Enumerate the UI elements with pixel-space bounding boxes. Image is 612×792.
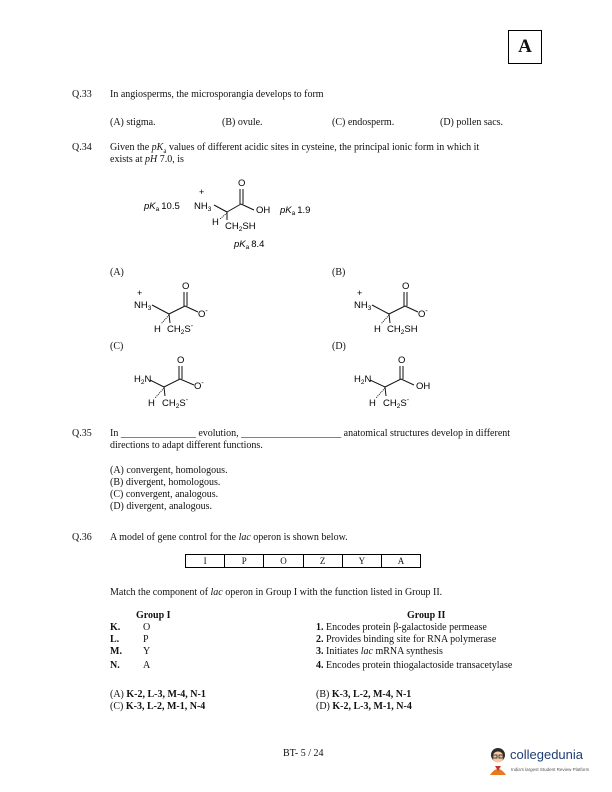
match-instruction: Match the component of lac operon in Group I with the function listed in Group II. bbox=[110, 587, 443, 598]
question-text: In angiosperms, the microsporangia develops to form bbox=[110, 89, 324, 100]
svg-text:CH2SH: $CH_2SH$ bbox=[225, 221, 256, 233]
structure-option-c bbox=[132, 346, 242, 408]
collegedunia-logo bbox=[486, 745, 604, 785]
question-number: Q.35 bbox=[72, 428, 92, 439]
svg-text:+: + bbox=[357, 288, 363, 298]
operon-gene-a: A bbox=[397, 556, 405, 566]
structure-option-d bbox=[352, 346, 462, 408]
svg-text:O-: O- bbox=[418, 308, 428, 320]
student-mascot-icon bbox=[486, 745, 510, 777]
logo-tagline: India's largest Student Review Platform bbox=[511, 767, 590, 772]
operon-gene-z: Z bbox=[304, 555, 343, 567]
question-text-line2: exists at pH 7.0, is bbox=[110, 154, 184, 165]
svg-text:+: + bbox=[137, 288, 143, 298]
svg-text:CH2S-: $CH_2S^-$ bbox=[162, 397, 189, 408]
svg-text:OH: OH bbox=[416, 381, 431, 392]
svg-text:CH2SH: $CH_2SH$ bbox=[387, 324, 418, 334]
svg-text:H2N: $H_2N$ bbox=[354, 374, 372, 386]
svg-text:OH: OH bbox=[256, 205, 271, 216]
group1-key: K. bbox=[110, 622, 121, 633]
svg-text:O: O bbox=[402, 281, 410, 292]
group1-key: N. bbox=[110, 660, 120, 671]
svg-text:H2N: $H_2N$ bbox=[134, 374, 152, 386]
option-label-a: (A) bbox=[110, 267, 124, 278]
lac-operon-diagram bbox=[185, 554, 421, 568]
group1-value: A bbox=[143, 660, 151, 671]
option-c: (C) endosperm. bbox=[332, 117, 395, 128]
svg-text:+: + bbox=[199, 187, 205, 197]
question-text-line1: Given the $pK_a$ values of different acidic sites in cysteine, the principal ionic form in which it bbox=[110, 142, 480, 155]
option-label-b: (B) bbox=[332, 267, 346, 278]
operon-gene-y: Y bbox=[343, 555, 382, 567]
option-a: (A) convergent, homologous. bbox=[110, 465, 228, 476]
question-number: Q.33 bbox=[72, 89, 92, 100]
answer-option-a: (A) K-2, L-3, M-4, N-1 bbox=[110, 689, 206, 700]
answer-option-b: (B) K-3, L-2, M-4, N-1 bbox=[316, 689, 412, 700]
operon-gene-o: O bbox=[264, 555, 303, 567]
svg-text:H: H bbox=[148, 398, 155, 408]
svg-text:O-: O- bbox=[194, 380, 204, 392]
structure-option-a bbox=[132, 272, 242, 334]
answer-option-c: (C) K-3, L-2, M-1, N-4 bbox=[110, 701, 206, 712]
structure-option-b bbox=[352, 272, 462, 334]
question-number: Q.36 bbox=[72, 532, 92, 543]
option-c: (C) convergent, analogous. bbox=[110, 489, 219, 500]
option-label-d: (D) bbox=[332, 341, 346, 352]
svg-text:CH2S-: $CH_2S^-$ bbox=[383, 397, 410, 408]
option-d: (D) pollen sacs. bbox=[440, 117, 504, 128]
option-a: (A) stigma. bbox=[110, 117, 156, 128]
operon-gene-i: I bbox=[186, 555, 225, 567]
cysteine-structure bbox=[130, 172, 330, 262]
group1-value: Y bbox=[143, 646, 151, 657]
question-text: A model of gene control for the lac operon is shown below. bbox=[110, 532, 348, 543]
group2-item: 4. Encodes protein thiogalactoside transacetylase bbox=[316, 660, 513, 671]
group1-value: O bbox=[143, 622, 151, 633]
option-label-c: (C) bbox=[110, 341, 124, 352]
question-text-line2: directions to adapt different functions. bbox=[110, 440, 263, 451]
svg-text:O-: O- bbox=[198, 308, 208, 320]
question-number: Q.34 bbox=[72, 142, 92, 153]
svg-text:CH2S-: $CH_2S^-$ bbox=[167, 323, 194, 334]
group2-title: Group II bbox=[407, 610, 446, 621]
svg-text:H: H bbox=[374, 324, 381, 334]
option-b: (B) divergent, homologous. bbox=[110, 477, 221, 488]
svg-text:O: O bbox=[177, 355, 185, 366]
option-b: (B) ovule. bbox=[222, 117, 263, 128]
logo-wordmark: collegedunia bbox=[510, 747, 584, 762]
group2-item: 2. Provides binding site for RNA polymerase bbox=[316, 634, 497, 645]
svg-text:NH3: $NH_3$ bbox=[134, 300, 152, 312]
svg-text:NH3: $NH_3$ bbox=[354, 300, 372, 312]
svg-text:NH3: $NH_3$ bbox=[194, 201, 212, 213]
svg-text:H: H bbox=[369, 398, 376, 408]
answer-option-d: (D) K-2, L-3, M-1, N-4 bbox=[316, 701, 412, 712]
svg-text:O: O bbox=[182, 281, 190, 292]
group1-key: M. bbox=[110, 646, 122, 657]
page-footer: BT- 5 / 24 bbox=[283, 748, 324, 759]
group1-value: P bbox=[143, 634, 149, 645]
svg-text:O: O bbox=[398, 355, 406, 366]
svg-text:O: O bbox=[238, 178, 246, 189]
option-d: (D) divergent, analogous. bbox=[110, 501, 213, 512]
svg-text:pKa1.9: $pK_a$ 1.9 bbox=[280, 205, 311, 217]
group1-title: Group I bbox=[136, 610, 171, 621]
svg-text:pKa8.4: $pK_a$ 8.4 bbox=[234, 239, 265, 251]
pka-amine-label: $pK_a$ 10.5 bbox=[144, 201, 180, 213]
svg-text:H: H bbox=[154, 324, 161, 334]
question-text-line1: In _______________ evolution, ____________________ anatomical structures develop in different bbox=[110, 428, 511, 439]
paper-code-box: A bbox=[508, 30, 542, 64]
group2-item: 3. Initiates lac mRNA synthesis bbox=[316, 646, 443, 657]
svg-text:H: H bbox=[212, 217, 219, 228]
group2-item: 1. Encodes protein β-galactoside permease bbox=[316, 622, 487, 633]
operon-gene-p: P bbox=[225, 555, 264, 567]
group1-key: L. bbox=[110, 634, 120, 645]
